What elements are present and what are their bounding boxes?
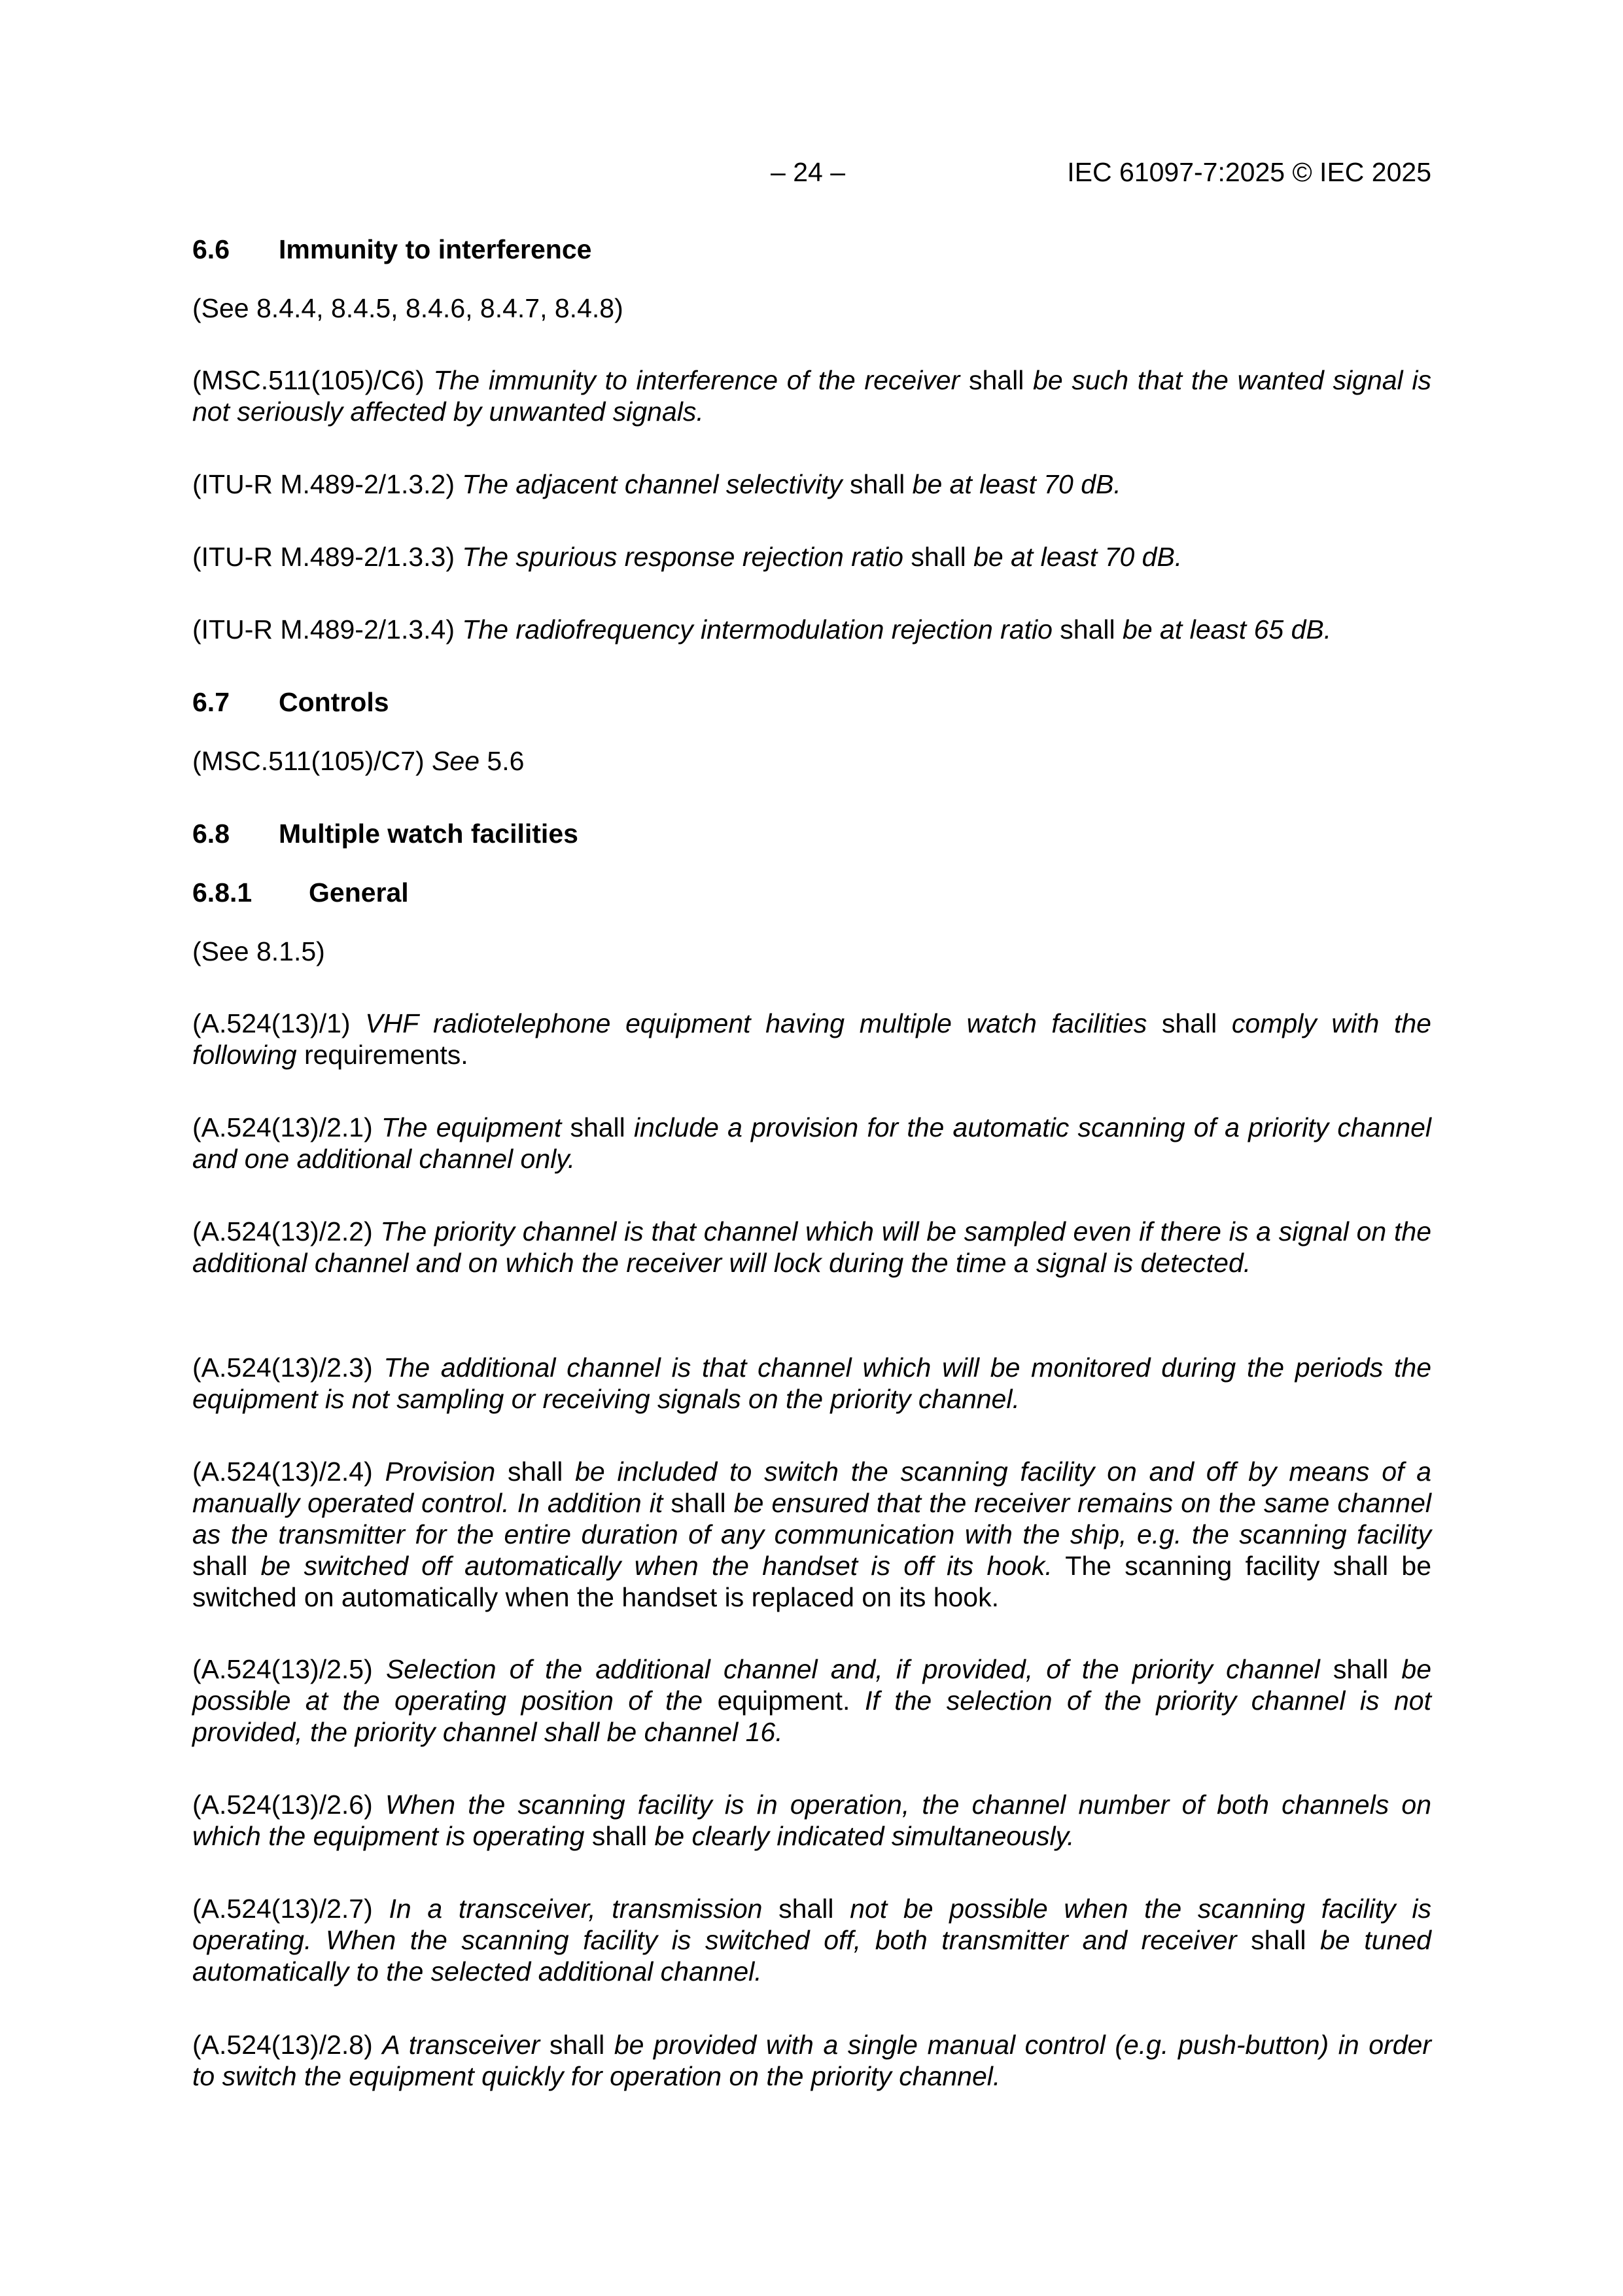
- text-run: (ITU-R M.489-2/1.3.3): [192, 542, 462, 572]
- text-run: shall: [495, 1457, 576, 1487]
- text-run: (A.524(13)/2.4): [192, 1457, 385, 1487]
- text-run: (ITU-R M.489-2/1.3.2): [192, 469, 462, 499]
- italic-text-run: be at least 65 dB.: [1123, 614, 1332, 645]
- italic-text-run: The spurious response rejection ratio: [462, 542, 903, 572]
- italic-text-run: When the scanning facility is in operation, the channel number of both channels on which the equipment is operating: [192, 1790, 1432, 1851]
- text-run: equipment.: [703, 1686, 865, 1716]
- page-number: – 24 –: [771, 157, 845, 187]
- italic-text-run: be ensured that the receiver remains on the same channel as the transmitter for the entire duration of any communication with the ship, e.g. the scanning facility: [192, 1488, 1431, 1549]
- paragraph: [192, 1112, 1431, 1174]
- text-run: requirements.: [296, 1040, 468, 1070]
- text-run: (A.524(13)/2.2): [192, 1216, 381, 1246]
- paragraph: [192, 1456, 1431, 1613]
- paragraph: [192, 743, 1431, 779]
- text-run: shall: [192, 1551, 261, 1581]
- section-heading-6-6: [192, 232, 591, 267]
- paragraph: [192, 1216, 1431, 1279]
- italic-text-run: be provided with a single manual control (e.g. push-button) in order to switch the equipment quickly for operation on the priority channel.: [192, 2030, 1432, 2091]
- italic-text-run: be possible at the operating position of the: [192, 1654, 1432, 1716]
- italic-text-run: not be possible when the scanning facility is operating. When the scanning facility is switched off, both transmitter and receiver: [192, 1894, 1431, 1955]
- italic-text-run: include a provision for the automatic scanning of a priority channel and one additional channel only.: [192, 1112, 1431, 1174]
- text-run: (A.524(13)/2.7): [192, 1894, 389, 1924]
- section-title: Multiple watch facilities: [279, 819, 578, 849]
- paragraph: [192, 467, 1431, 502]
- paragraph: [192, 291, 1431, 326]
- section-number: 6.6: [192, 234, 230, 264]
- section-heading-6-8: [192, 816, 578, 851]
- text-run: shall: [960, 365, 1034, 395]
- paragraph: [192, 2029, 1431, 2092]
- italic-text-run: The immunity to interference of the receiver: [433, 365, 960, 395]
- italic-text-run: The equipment: [381, 1112, 562, 1142]
- italic-text-run: In a transceiver, transmission: [389, 1894, 763, 1924]
- section-number: 6.7: [192, 687, 230, 717]
- paragraph: [192, 364, 1431, 427]
- text-run: shall: [1319, 1654, 1402, 1684]
- text-run: shall: [561, 1112, 634, 1142]
- text-run: shall: [842, 469, 913, 499]
- italic-text-run: The radiofrequency intermodulation rejection ratio: [462, 614, 1053, 645]
- italic-text-run: be such that the wanted signal is not seriously affected by unwanted signals.: [192, 365, 1432, 427]
- text-run: shall: [584, 1821, 655, 1851]
- italic-text-run: See: [432, 746, 480, 776]
- paragraph: [192, 1352, 1431, 1415]
- italic-text-run: be included to switch the scanning facility on and off by means of a manually operated control. In addition it: [192, 1457, 1431, 1518]
- italic-text-run: be at least 70 dB.: [973, 542, 1183, 572]
- italic-text-run: Selection of the additional channel and, if provided, of the priority channel: [385, 1654, 1320, 1684]
- text-run: (See 8.1.5): [192, 936, 325, 966]
- paragraph: [192, 1008, 1431, 1070]
- text-run: shall: [1236, 1925, 1321, 1955]
- text-run: 5.6: [480, 746, 525, 776]
- text-run: (A.524(13)/2.3): [192, 1352, 384, 1383]
- italic-text-run: be at least 70 dB.: [912, 469, 1121, 499]
- italic-text-run: VHF radiotelephone equipment having multiple watch facilities: [365, 1008, 1147, 1038]
- text-run: The scanning facility shall be switched on automatically when the handset is replaced on its hook.: [192, 1551, 1432, 1612]
- text-run: shall: [903, 542, 974, 572]
- text-run: (See 8.4.4, 8.4.5, 8.4.6, 8.4.7, 8.4.8): [192, 293, 623, 323]
- paragraph: [192, 934, 1431, 969]
- paragraph: [192, 612, 1431, 647]
- italic-text-run: be clearly indicated simultaneously.: [654, 1821, 1075, 1851]
- text-run: (A.524(13)/2.8): [192, 2030, 383, 2060]
- text-run: shall: [1147, 1008, 1232, 1038]
- italic-text-run: The adjacent channel selectivity: [462, 469, 843, 499]
- section-title: Immunity to interference: [279, 234, 592, 264]
- italic-text-run: The additional channel is that channel which will be monitored during the periods the equipment is not sampling or receiving signals on the priority channel.: [192, 1352, 1431, 1414]
- text-run: shall: [540, 2030, 614, 2060]
- italic-text-run: If the selection of the priority channel is not provided, the priority channel shall be channel 16.: [192, 1686, 1431, 1747]
- text-run: (ITU-R M.489-2/1.3.4): [192, 614, 462, 645]
- text-run: shall: [762, 1894, 850, 1924]
- text-run: (A.524(13)/2.1): [192, 1112, 381, 1142]
- italic-text-run: Provision: [385, 1457, 496, 1487]
- italic-text-run: be switched off automatically when the handset is off its hook.: [260, 1551, 1053, 1581]
- paragraph: [192, 1653, 1431, 1748]
- document-reference: IEC 61097-7:2025 © IEC 2025: [1067, 157, 1431, 187]
- paragraph: [192, 539, 1431, 574]
- section-number: 6.8: [192, 819, 230, 849]
- text-run: shall: [663, 1488, 734, 1518]
- section-title: General: [309, 877, 409, 908]
- text-run: (MSC.511(105)/C7): [192, 746, 432, 776]
- text-run: (A.524(13)/1): [192, 1008, 366, 1038]
- text-run: shall: [1052, 614, 1123, 645]
- italic-text-run: comply with the following: [192, 1008, 1431, 1070]
- text-run: (MSC.511(105)/C6): [192, 365, 434, 395]
- italic-text-run: The priority channel is that channel which will be sampled even if there is a signal on the additional channel and on which the receiver will lock during the time a signal is detected.: [192, 1216, 1431, 1278]
- text-run: (A.524(13)/2.5): [192, 1654, 386, 1684]
- italic-text-run: A transceiver: [382, 2030, 540, 2060]
- italic-text-run: be tuned automatically to the selected additional channel.: [192, 1925, 1431, 1987]
- section-title: Controls: [279, 687, 389, 717]
- section-heading-6-7: [192, 684, 389, 720]
- section-heading-6-8-1: [192, 875, 409, 910]
- paragraph: [192, 1789, 1431, 1852]
- section-number: 6.8.1: [192, 877, 253, 908]
- text-run: (A.524(13)/2.6): [192, 1790, 385, 1820]
- paragraph: [192, 1893, 1431, 1987]
